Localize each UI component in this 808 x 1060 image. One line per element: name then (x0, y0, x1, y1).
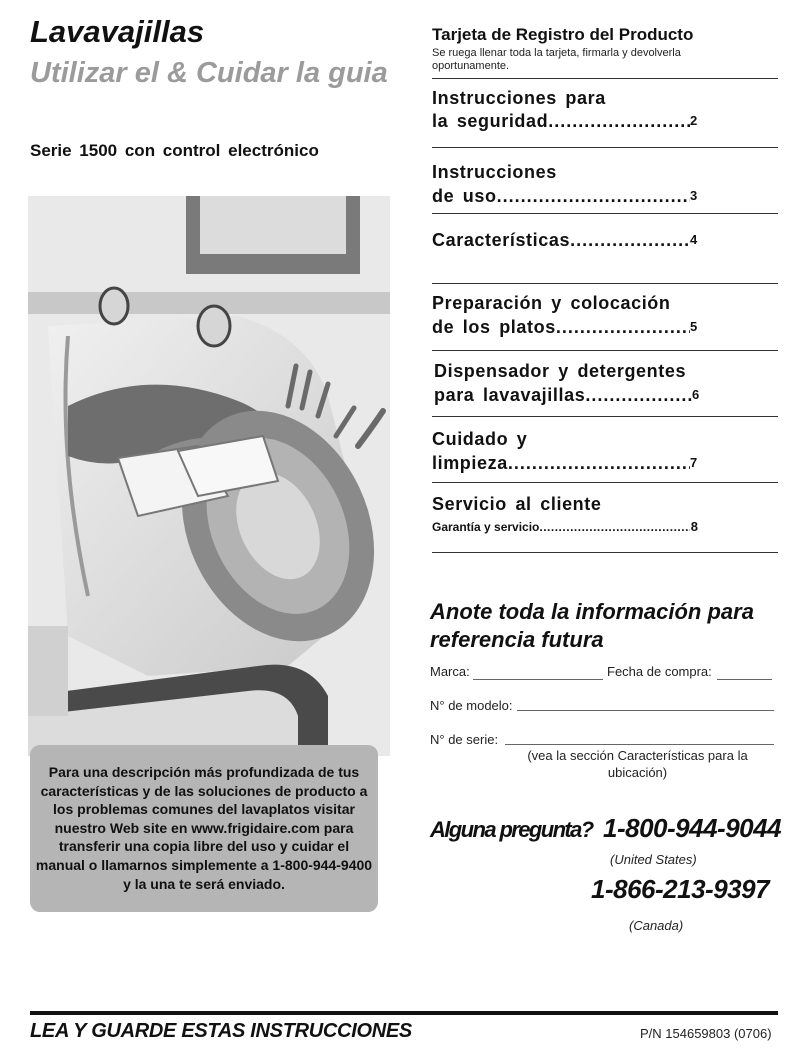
toc-item-safety-line1: Instrucciones para (432, 88, 606, 108)
toc-item-customer-service[interactable]: Servicio al cliente (432, 494, 602, 514)
model-number-field[interactable] (517, 710, 774, 711)
toc-item-safety[interactable] (432, 109, 712, 133)
divider (432, 147, 778, 148)
toc-item-loading-line1: Preparación y colocación (432, 293, 671, 313)
document-title: Lavavajillas (30, 14, 205, 49)
toc-item-features[interactable] (432, 228, 712, 252)
toc-item-safety-page: 2 (690, 113, 698, 128)
purchase-date-field[interactable] (717, 679, 772, 680)
serial-number-label: N° de serie: (430, 732, 499, 747)
brand-field[interactable] (473, 679, 603, 680)
divider (432, 283, 778, 284)
toc-item-warranty-label: Garantía y servicio (432, 520, 540, 534)
toc-item-detergents-label: para lavavajillas (434, 385, 586, 405)
toc-item-features-page: 4 (690, 232, 698, 247)
phone-us-label: (United States) (610, 852, 697, 867)
divider (432, 213, 778, 214)
toc-item-detergents[interactable] (434, 383, 714, 407)
brand-label: Marca: (430, 664, 470, 679)
divider (432, 78, 778, 79)
part-number: P/N 154659803 (0706) (640, 1026, 772, 1041)
toc-item-safety-label: la seguridad (432, 111, 549, 131)
toc-item-cleaning-line1: Cuidado y (432, 429, 528, 449)
toc-item-usage-line1: Instrucciones (432, 162, 557, 182)
footer-divider (30, 1011, 778, 1015)
toc-item-usage-label: de uso (432, 186, 497, 206)
record-info-title: Anote toda la información para referencia futura (430, 599, 754, 652)
model-number-label: N° de modelo: (430, 698, 513, 713)
divider (432, 350, 778, 351)
toc-item-loading-label: de los platos (432, 317, 556, 337)
toc-item-loading-page: 5 (690, 319, 698, 334)
toc-item-usage[interactable] (432, 184, 712, 208)
toc-item-cleaning-label: limpieza (432, 453, 508, 473)
registration-card-title: Tarjeta de Registro del Producto (432, 25, 694, 44)
website-info-box: Para una descripción más profundizada de tus características y de las soluciones de producto a los problemas comunes del lavaplatos visitar nuestro Web site en www.frigidaire.com para transferir una copia libre del uso y cuidar el manual o llamarnos simplemente a 1-800-944-9400 y la una te será enviado. (30, 745, 378, 912)
divider (432, 482, 778, 483)
toc-item-warranty-page: 8 (690, 519, 698, 534)
toc-item-cleaning-page: 7 (690, 455, 698, 470)
registration-card-note: Se ruega llenar toda la tarjeta, firmarla y devolverla oportunamente. (432, 47, 681, 72)
toc-item-detergents-line1: Dispensador y detergentes (434, 361, 687, 381)
series-label: Serie 1500 con control electrónico (30, 141, 319, 160)
toc-item-warranty[interactable] (432, 519, 698, 534)
dishwasher-dishes-illustration-icon (28, 196, 390, 756)
toc-item-loading[interactable] (432, 315, 712, 339)
toc-item-detergents-page: 6 (692, 387, 700, 402)
divider (432, 416, 778, 417)
toc-item-cleaning[interactable] (432, 451, 712, 475)
toc-item-features-label: Características (432, 230, 571, 250)
question-prompt: Alguna pregunta? (430, 817, 593, 842)
document-subtitle: Utilizar el & Cuidar la guia (30, 57, 388, 89)
serial-number-field[interactable] (505, 744, 774, 745)
divider (432, 552, 778, 553)
phone-us[interactable]: 1-800-944-9044 (603, 813, 782, 843)
phone-canada[interactable]: 1-866-213-9397 (591, 874, 770, 904)
phone-canada-label: (Canada) (629, 918, 684, 933)
location-note: (vea la sección Características para la ubicación) (527, 748, 748, 780)
purchase-date-label: Fecha de compra: (607, 664, 712, 679)
toc-item-usage-page: 3 (690, 188, 698, 203)
footer-title: LEA Y GUARDE ESTAS INSTRUCCIONES (30, 1020, 412, 1042)
